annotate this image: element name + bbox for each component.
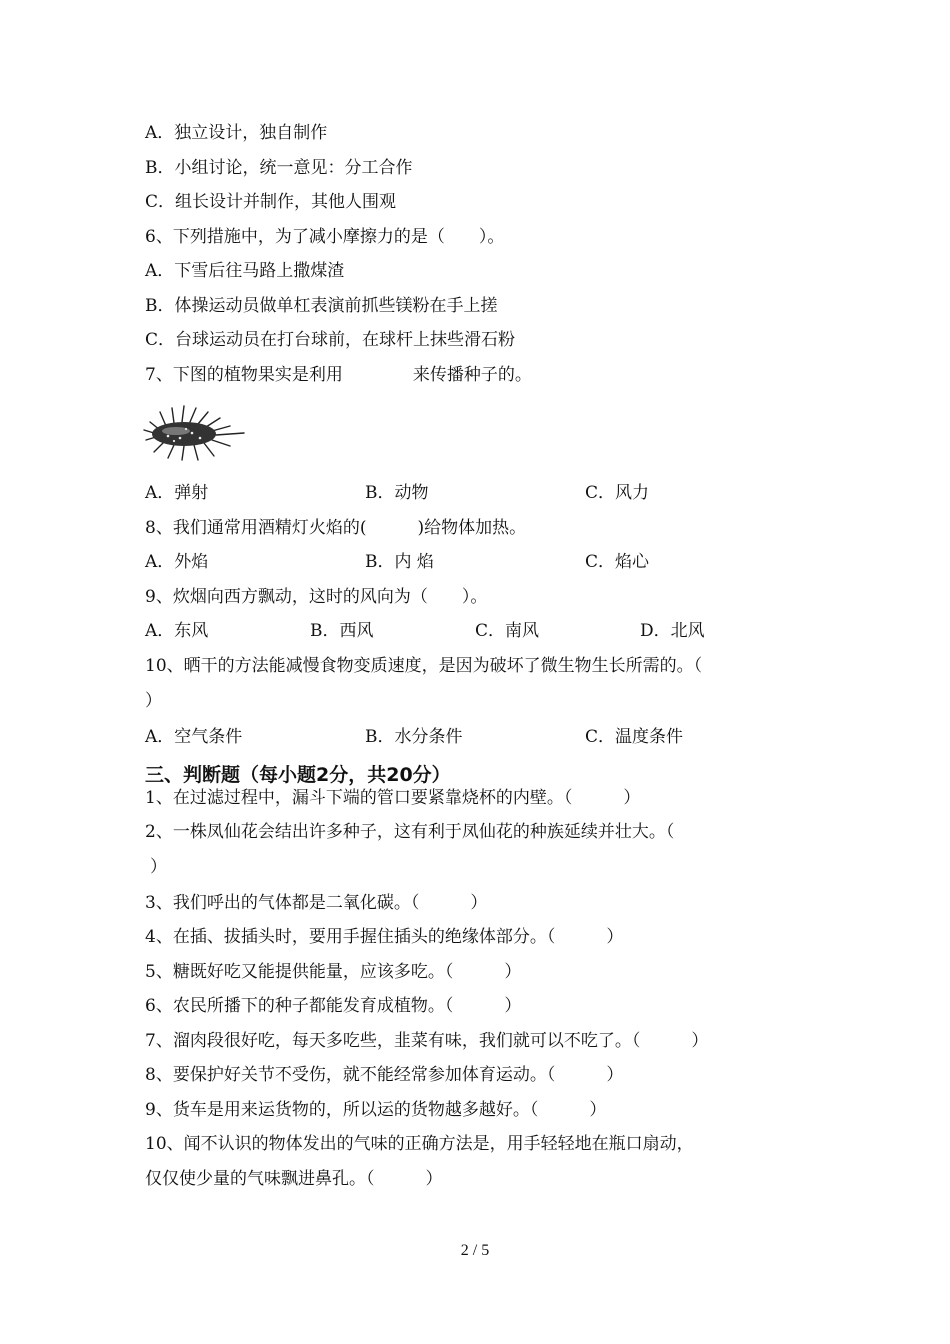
q8-option-c: C．焰心 <box>585 552 650 572</box>
q7-option-c: C．风力 <box>585 483 650 503</box>
q9-option-d: D．北风 <box>640 621 705 641</box>
judge-item-7: 7、溜肉段很好吃，每天多吃些，韭菜有味，我们就可以不吃了。（ ） <box>145 1031 709 1051</box>
judge-item-3: 3、我们呼出的气体都是二氧化碳。（ ） <box>145 893 488 913</box>
q8-option-b: B．内 焰 <box>365 552 434 572</box>
q9-option-c: C．南风 <box>475 621 540 641</box>
q10-option-b: B．水分条件 <box>365 727 463 747</box>
question-10-cont: ） <box>145 691 162 711</box>
question-6: 6、下列措施中，为了减小摩擦力的是（ ）。 <box>145 227 505 247</box>
q6-option-a: A．下雪后往马路上撒煤渣 <box>145 261 345 281</box>
judge-item-1: 1、在过滤过程中，漏斗下端的管口要紧靠烧杯的内壁。（ ） <box>145 788 641 808</box>
judge-item-6: 6、农民所播下的种子都能发育成植物。（ ） <box>145 996 522 1016</box>
q10-option-a: A．空气条件 <box>145 727 243 747</box>
judge-item-4: 4、在插、拔插头时，要用手握住插头的绝缘体部分。（ ） <box>145 927 624 947</box>
q9-option-b: B．西风 <box>310 621 374 641</box>
option-text: B．小组讨论，统一意见：分工合作 <box>145 158 413 178</box>
q7-text-before: 7、下图的植物果实是利用 <box>145 365 343 385</box>
q7-option-b: B．动物 <box>365 483 429 503</box>
judge-item-2: 2、一株凤仙花会结出许多种子，这有利于凤仙花的种族延续并壮大。（ <box>145 822 675 842</box>
page-number: 2 / 5 <box>460 1242 490 1259</box>
q6-option-c: C．台球运动员在打台球前，在球杆上抹些滑石粉 <box>145 330 516 350</box>
question-8: 8、我们通常用酒精灯火焰的( )给物体加热。 <box>145 518 527 538</box>
question-7 <box>145 364 532 386</box>
q7-text-after: 来传播种子的。 <box>412 365 532 385</box>
option-text: A．独立设计，独自制作 <box>145 123 328 143</box>
q9-option-a: A．东风 <box>145 621 209 641</box>
section-heading: 三、判断题（每小题2分，共20分） <box>145 764 451 786</box>
judge-item-10: 10、闻不认识的物体发出的气味的正确方法是，用手轻轻地在瓶口扇动， <box>145 1134 694 1154</box>
judge-item-2-cont: ） <box>150 857 167 877</box>
spiky-fruit-image <box>140 400 250 464</box>
judge-item-5: 5、糖既好吃又能提供能量，应该多吃。（ ） <box>145 962 522 982</box>
q8-option-a: A．外焰 <box>145 552 209 572</box>
judge-item-9: 9、货车是用来运货物的，所以运的货物越多越好。（ ） <box>145 1100 607 1120</box>
q7-option-a: A．弹射 <box>145 483 209 503</box>
q6-option-b: B．体操运动员做单杠表演前抓些镁粉在手上搓 <box>145 296 498 316</box>
question-10: 10、晒干的方法能减慢食物变质速度，是因为破坏了微生物生长所需的。（ <box>145 656 703 676</box>
question-9: 9、炊烟向西方飘动，这时的风向为（ ）。 <box>145 587 488 607</box>
judge-item-8: 8、要保护好关节不受伤，就不能经常参加体育运动。（ ） <box>145 1065 624 1085</box>
q10-option-c: C．温度条件 <box>585 727 684 747</box>
option-text: C．组长设计并制作，其他人围观 <box>145 192 397 212</box>
judge-item-10-cont: 仅仅使少量的气味飘进鼻孔。（ ） <box>145 1169 443 1189</box>
